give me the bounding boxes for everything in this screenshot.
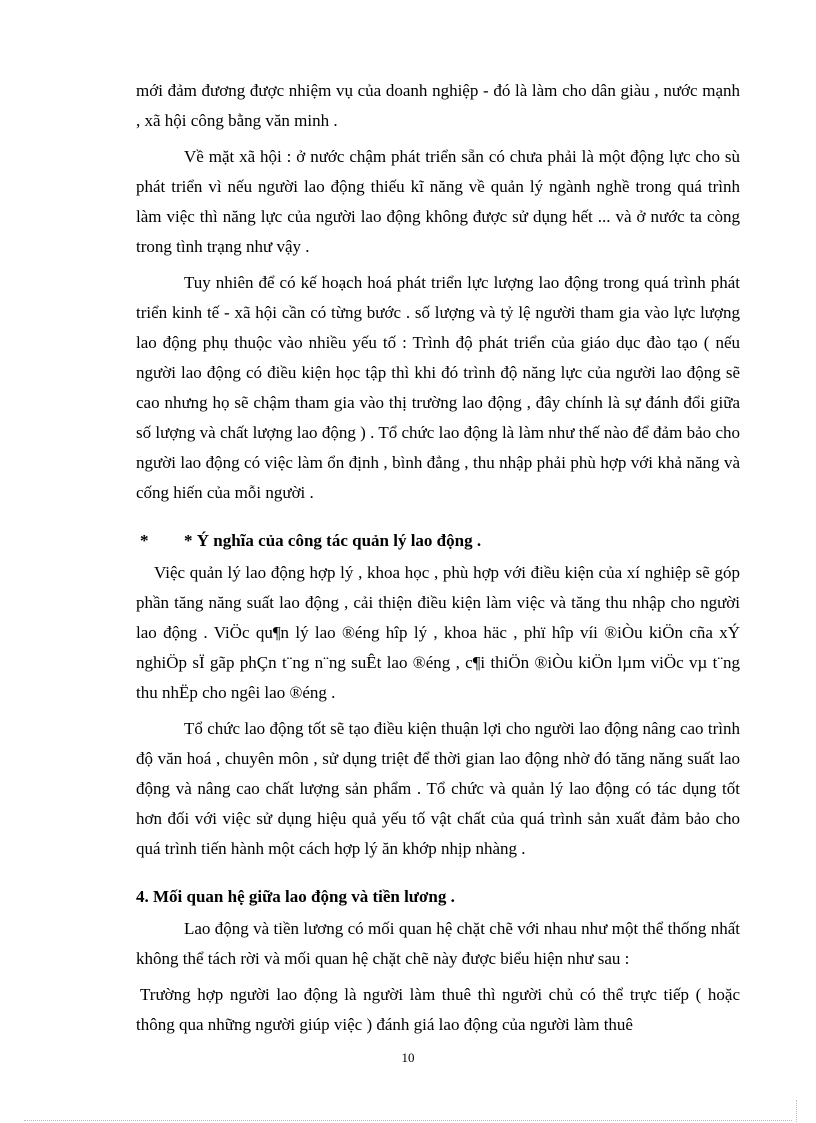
section-heading-meaning — [136, 526, 740, 556]
page-number: 10 — [401, 1050, 415, 1065]
paragraph-hired-worker-case: Trường hợp người lao động là người làm thuê thì người chủ có thể trực tiếp ( hoặc thông qua những người giúp việc ) đánh giá lao động của người làm thuê — [136, 985, 740, 1034]
section-heading-relationship: 4. Mối quan hệ giữa lao động và tiền lương . — [136, 887, 455, 906]
paragraph-management-benefits: Việc quản lý lao động hợp lý , khoa học , phù hợp với điều kiện của xí nghiệp sẽ góp phần tăng năng suất lao động , cải thiện điều kiện làm việc và tăng thu nhập cho người lao động . ViÖc qu¶n lý lao ®éng hîp lý , khoa häc , phï hîp víi ®iÒu kiÖn cña xÝ nghiÖp sÏ gãp phÇn t¨ng n¨ng suÊt lao ®éng , c¶i thiÖn ®iÒu kiÖn lµm viÖc vµ t¨ng thu nhËp cho ngêi lao ®éng . — [136, 563, 740, 702]
paragraph-good-organization: Tổ chức lao động tốt sẽ tạo điều kiện thuận lợi cho người lao động nâng cao trình độ văn hoá , chuyên môn , sử dụng triệt để thời gian lao động nhờ đó tăng năng suất lao động và nâng cao chất lượng sản phẩm . Tổ chức và quản lý lao động có tác dụng tốt hơn đối với việc sử dụng hiệu quả yếu tố vật chất của quá trình sản xuất đảm bảo cho quá trình tiến hành một cách hợp lý ăn khớp nhịp nhàng . — [136, 719, 740, 858]
page-body — [136, 76, 740, 1046]
page-corner-divider — [796, 1100, 797, 1122]
paragraph-continuation: mới đảm đương được nhiệm vụ của doanh nghiệp - đó là làm cho dân giàu , nước mạnh , xã hội công bằng văn minh . — [136, 81, 740, 130]
bullet-marker: * — [140, 531, 149, 550]
paragraph-social-aspect: Về mặt xã hội : ở nước chậm phát triển sẵn có chưa phải là một động lực cho sù phát triển vì nếu người lao động thiếu kĩ năng về quản lý ngành nghề trong quá trình làm việc thì năng lực của người lao động không được sử dụng hết ... và ở nước ta còng trong tình trạng như vậy . — [136, 147, 740, 256]
section-heading-meaning-text: * Ý nghĩa của công tác quản lý lao động . — [184, 531, 482, 550]
paragraph-labor-planning: Tuy nhiên để có kế hoạch hoá phát triển lực lượng lao động trong quá trình phát triển kinh tế - xã hội cần có từng bước . số lượng và tỷ lệ người tham gia vào lực lượng lao động phụ thuộc vào nhiều yếu tố : Trình độ phát triển của giáo dục đào tạo ( nếu người lao động có điều kiện học tập thì khi đó trình độ năng lực của người lao động sẽ cao nhưng họ sẽ chậm tham gia vào thị trường lao động , đây chính là sự đánh đổi giữa số lượng và chất lượng lao động ) . Tổ chức lao động là làm như thế nào để đảm bảo cho người lao động có việc làm ổn định , bình đẳng , thu nhập phải phù hợp với khả năng và cống hiến của mỗi người . — [136, 273, 740, 502]
paragraph-relationship-intro: Lao động và tiền lương có mối quan hệ chặt chẽ với nhau như một thể thống nhất không thể tách rời và mối quan hệ chặt chẽ này được biểu hiện như sau : — [136, 919, 740, 968]
page-bottom-divider — [24, 1120, 792, 1121]
